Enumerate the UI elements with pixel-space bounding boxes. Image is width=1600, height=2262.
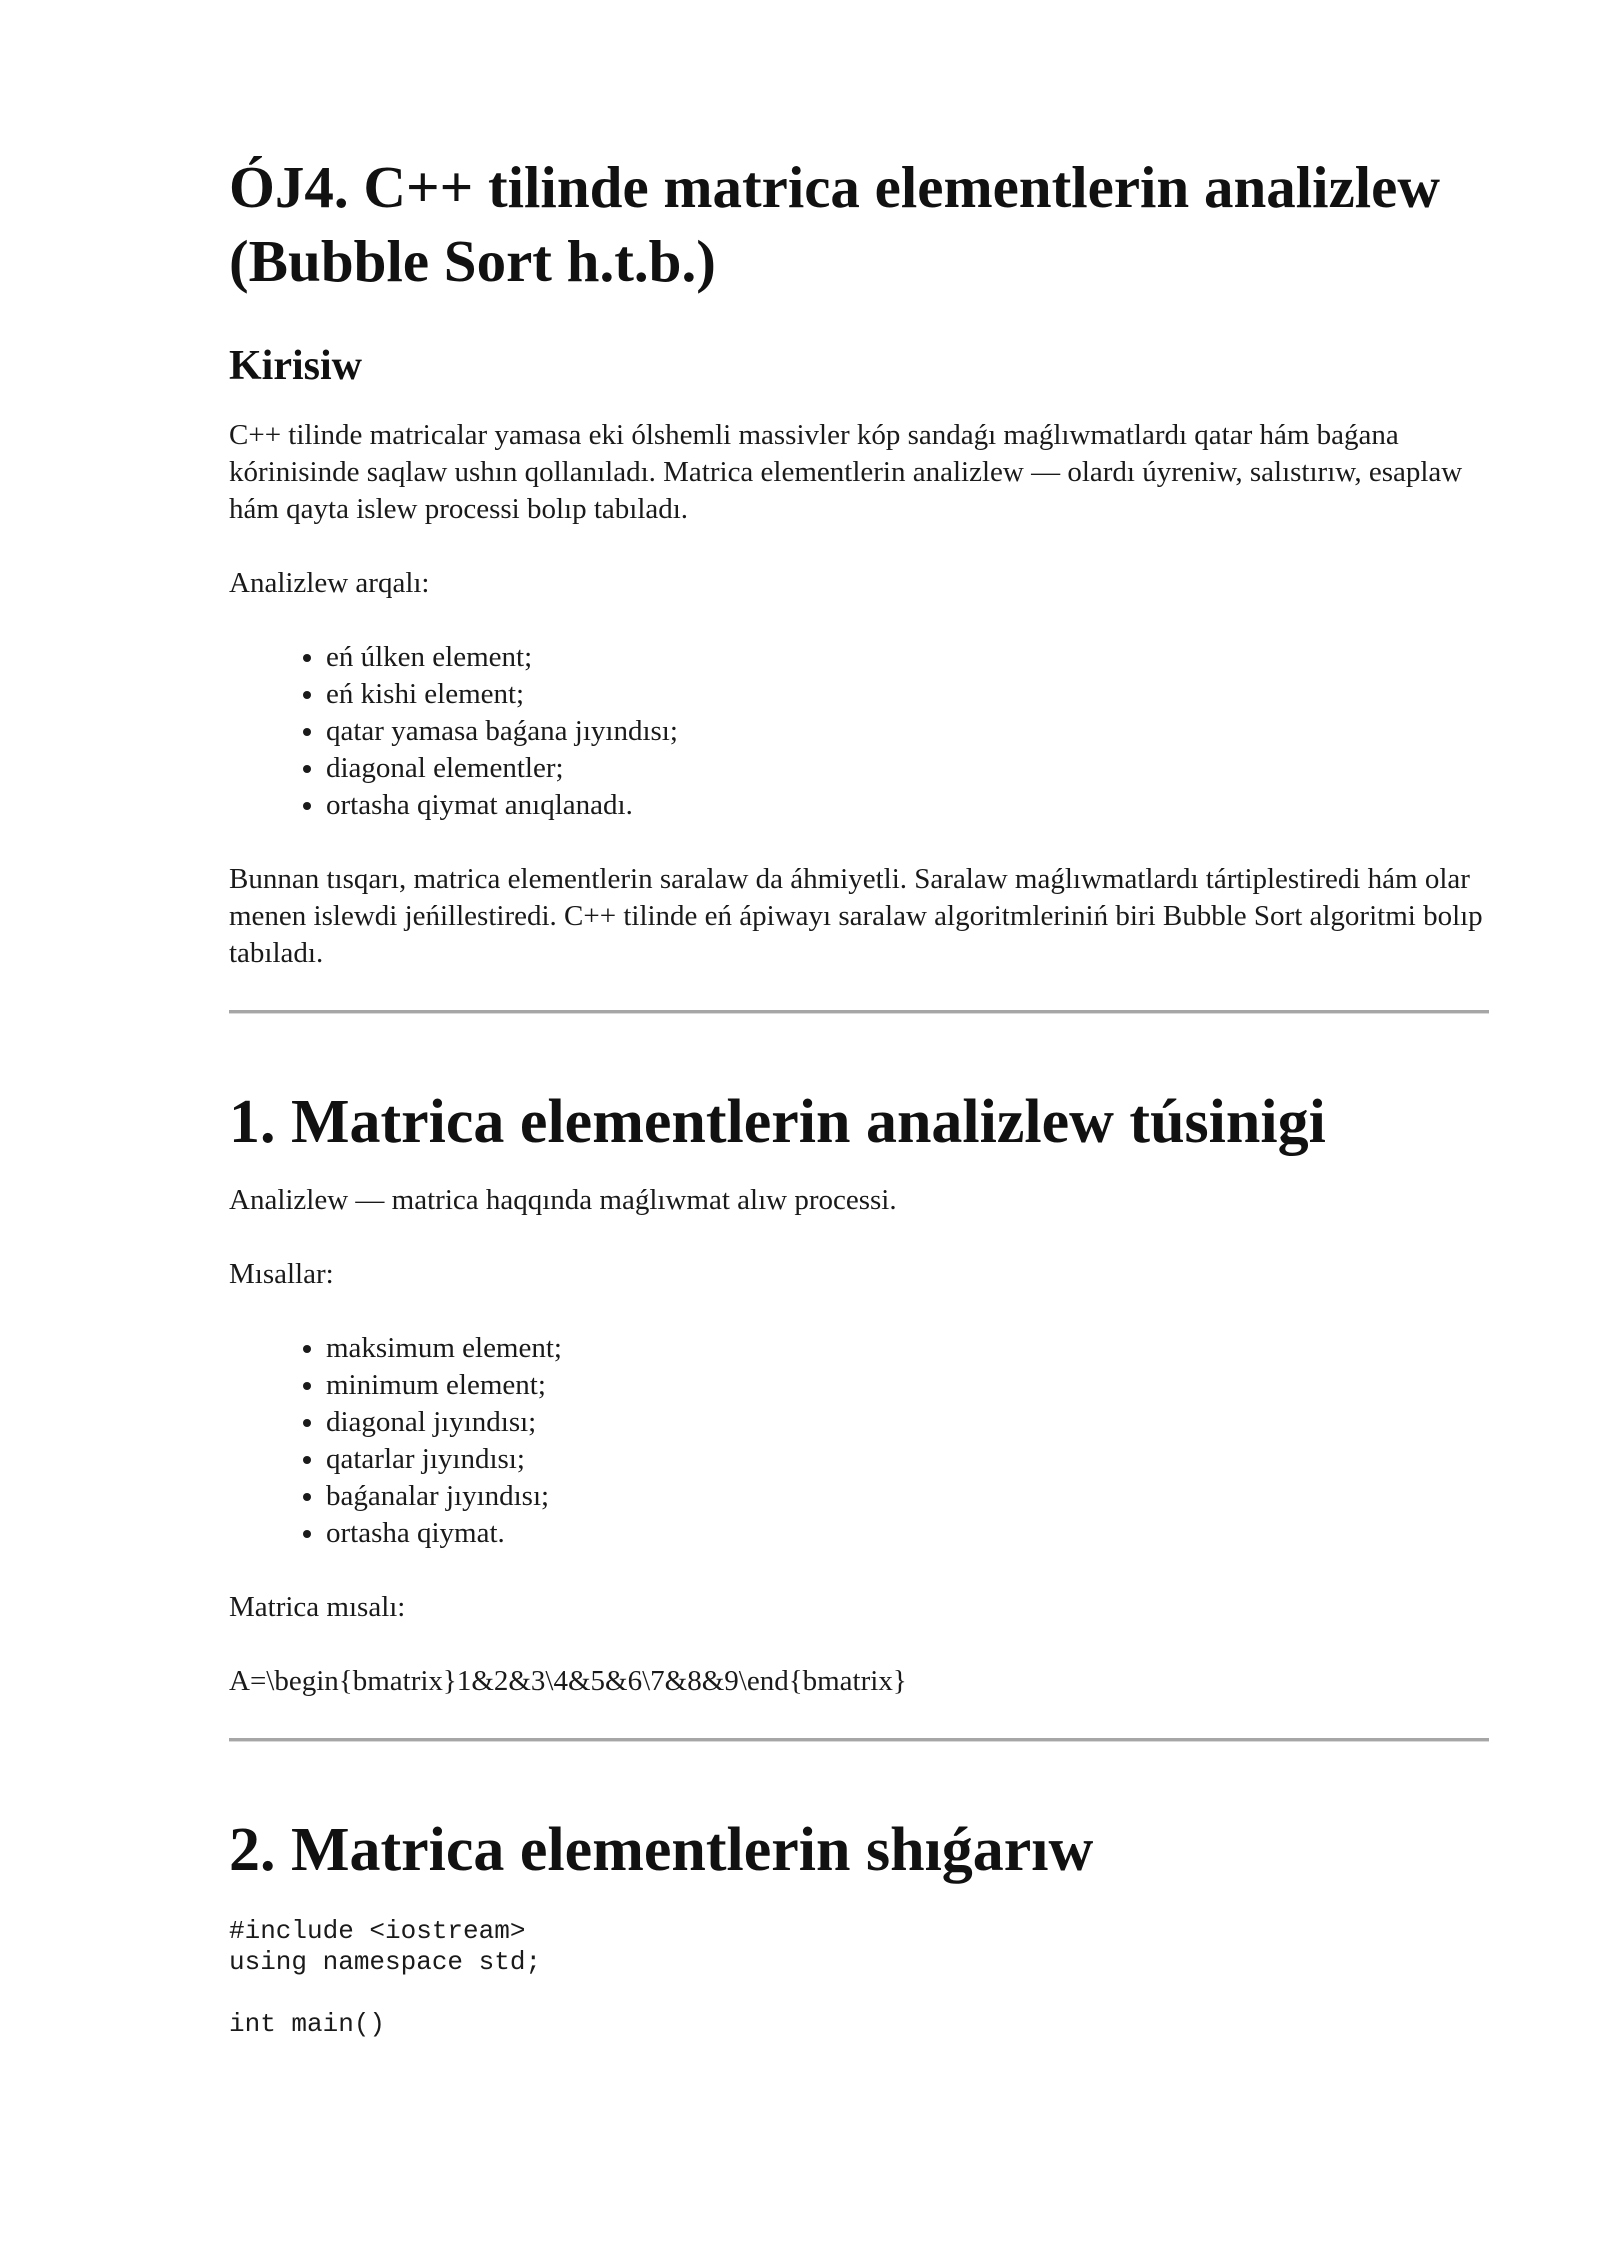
section-2-heading: 2. Matrica elementlerin shıǵarıw bbox=[229, 1816, 1094, 1884]
document-page bbox=[229, 150, 1489, 2040]
examples-list bbox=[229, 1330, 1489, 1552]
list-item: • qatar yamasa baǵana jıyındısı; bbox=[326, 713, 1489, 750]
matrix-lead: Matrica mısalı: bbox=[229, 1591, 406, 1623]
sorting-paragraph: Bunnan tısqarı, matrica elementlerin saralaw da áhmiyetli. Saralaw maǵlıwmatlardı tártiplestiredi hám olar menen islewdi jeńillestiredi. C++ tilinde eń ápiwayı saralaw algoritmleriniń biri Bubble Sort algoritmi bolıp tabıladı. bbox=[229, 863, 1483, 969]
code-line: int main() bbox=[229, 2009, 386, 2039]
code-line: #include <iostream> bbox=[229, 1916, 526, 1946]
analysis-lead: Analizlew arqalı: bbox=[229, 567, 430, 599]
analysis-definition: Analizlew — matrica haqqında maǵlıwmat alıw processi. bbox=[229, 1184, 897, 1216]
section-divider bbox=[229, 1010, 1489, 1014]
section-divider bbox=[229, 1738, 1489, 1742]
list-item: • ortasha qiymat anıqlanadı. bbox=[326, 787, 1489, 824]
list-item: • eń úlken element; bbox=[326, 639, 1489, 676]
code-line: using namespace std; bbox=[229, 1947, 542, 1977]
list-item: • ortasha qiymat. bbox=[326, 1515, 1489, 1552]
matrix-formula: A=\begin{bmatrix}1&2&3\4&5&6\7&8&9\end{bmatrix} bbox=[229, 1665, 907, 1697]
list-item: • diagonal jıyındısı; bbox=[326, 1404, 1489, 1441]
list-item: • minimum element; bbox=[326, 1367, 1489, 1404]
document-title: ÓJ4. C++ tilinde matrica elementlerin analizlew (Bubble Sort h.t.b.) bbox=[229, 154, 1440, 294]
list-item: • eń kishi element; bbox=[326, 676, 1489, 713]
list-item: • diagonal elementler; bbox=[326, 750, 1489, 787]
examples-lead: Mısallar: bbox=[229, 1258, 334, 1290]
section-1-heading: 1. Matrica elementlerin analizlew túsinigi bbox=[229, 1088, 1326, 1156]
intro-paragraph: C++ tilinde matricalar yamasa eki ólshemli massivler kóp sandaǵı maǵlıwmatlardı qatar hám baǵana kórinisinde saqlaw ushın qollanıladı. Matrica elementlerin analizlew — olardı úyreniw, salıstırıw, esaplaw hám qayta islew processi bolıp tabıladı. bbox=[229, 419, 1463, 525]
intro-heading: Kirisiw bbox=[229, 343, 362, 389]
list-item: • baǵanalar jıyındısı; bbox=[326, 1478, 1489, 1515]
code-block bbox=[229, 1916, 1489, 2040]
list-item: • qatarlar jıyındısı; bbox=[326, 1441, 1489, 1478]
list-item: • maksimum element; bbox=[326, 1330, 1489, 1367]
analysis-list bbox=[229, 639, 1489, 824]
